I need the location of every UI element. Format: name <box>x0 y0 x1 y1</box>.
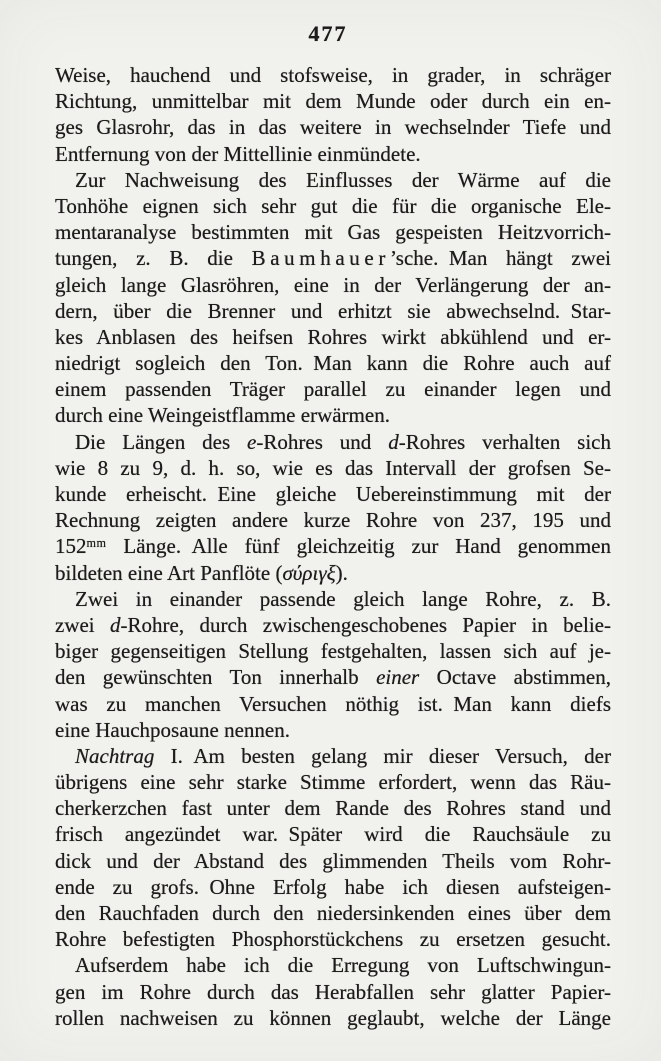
italic-text: d <box>110 612 121 637</box>
text-line <box>55 88 611 114</box>
text-segment: ). <box>335 560 348 585</box>
text-line <box>55 612 611 638</box>
text-line <box>55 350 611 376</box>
text-segment: gen im Rohre durch das Herabfallen sehr glatter Papier- <box>55 979 611 1004</box>
text-segment: -Rohres und <box>256 429 389 454</box>
text-line <box>55 533 611 559</box>
paragraph <box>55 62 611 167</box>
text-segment: übrigens eine sehr starke Stimme erfordert, wenn das Räu- <box>55 770 611 795</box>
text-line <box>55 638 611 664</box>
text-segment: Länge. Alle fünf gleichzeitig zur Hand genommen <box>106 534 611 559</box>
text-segment: niedrigt sogleich den Ton. Man kann die Rohre auch auf <box>55 351 611 376</box>
text-line <box>55 743 611 769</box>
text-line <box>55 664 611 690</box>
text-segment: ges Glasrohr, das in das weitere in wechselnder Tiefe und <box>55 115 611 140</box>
italic-text: einer <box>376 665 420 690</box>
text-line <box>55 979 611 1005</box>
text-segment: Rechnung zeigten andere kurze Rohre von 237, 195 und <box>55 508 611 533</box>
text-segment: kes Anblasen des heifsen Rohres wirkt abkühlend und er- <box>55 324 611 349</box>
text-line <box>55 769 611 795</box>
text-line <box>55 691 611 717</box>
text-segment: frisch angezündet war. Später wird die Rauchsäule zu <box>55 822 611 847</box>
text-segment: was zu manchen Versuchen nöthig ist. Man kann diefs <box>55 691 611 716</box>
text-segment: den Rauchfaden durch den niedersinkenden eines über dem <box>55 901 611 925</box>
text-segment: Rohre befestigten Phosphorstückchens zu ersetzen gesucht. <box>55 927 611 952</box>
text-segment: durch eine Weingeistflamme erwärmen. <box>55 403 390 428</box>
text-segment: ’sche. Man hängt zwei <box>389 246 611 271</box>
text-line <box>55 952 611 978</box>
text-segment: Entfernung von der Mittellinie einmündete. <box>55 141 421 166</box>
text-line <box>55 219 611 245</box>
text-line <box>55 926 611 952</box>
text-line <box>55 1005 611 1031</box>
paragraph <box>55 429 611 586</box>
text-line <box>55 507 611 533</box>
text-line <box>55 402 611 428</box>
text-segment: dern, über die Brenner und erhitzt sie abwechselnd. Star- <box>55 298 611 323</box>
text-line <box>55 455 611 481</box>
text-segment: Aufserdem habe ich die Erregung von Luftschwingun- <box>75 953 611 978</box>
text-segment: Tonhöhe eignen sich sehr gut die für die organische Ele- <box>55 193 611 218</box>
paragraph <box>55 743 611 953</box>
text-segment: mentaranalyse bestimmten mit Gas gespeisten Heitzvorrich- <box>55 220 611 245</box>
text-segment: gleich lange Glasröhren, eine in der Verlängerung der an- <box>55 272 611 297</box>
text-segment: -Rohres verhalten sich <box>398 429 611 454</box>
paragraph <box>55 952 611 1031</box>
text-segment: Richtung, unmittelbar mit dem Munde oder durch ein en- <box>55 89 611 114</box>
text-block <box>55 62 611 1031</box>
text-segment: I. Am besten gelang mir dieser Versuch, der <box>154 743 611 768</box>
text-segment: biger gegenseitigen Stellung festgehalten, lassen sich auf je- <box>55 639 611 664</box>
text-segment: wie 8 zu 9, d. h. so, wie es das Intervall der grofsen Se- <box>55 455 611 480</box>
text-segment: kunde erheischt. Eine gleiche Uebereinstimmung mit der <box>55 482 611 506</box>
text-line <box>55 62 611 88</box>
italic-text: e <box>247 429 257 454</box>
text-line <box>55 560 611 586</box>
italic-text: Nachtrag <box>75 743 155 768</box>
text-line <box>55 900 611 926</box>
text-line <box>55 586 611 612</box>
text-line <box>55 167 611 193</box>
text-line <box>55 481 611 507</box>
text-line <box>55 874 611 900</box>
text-line <box>55 141 611 167</box>
text-line <box>55 114 611 140</box>
text-line <box>55 272 611 298</box>
text-segment: zwei <box>55 612 111 637</box>
text-segment: Zwei in einander passende gleich lange Rohre, z. B. <box>75 586 611 611</box>
text-segment: -Rohre, durch zwischengeschobenes Papier in belie- <box>120 612 611 637</box>
text-line <box>55 717 611 743</box>
page-number: 477 <box>308 21 348 46</box>
text-line <box>55 821 611 847</box>
italic-text: σύριγξ <box>282 560 336 585</box>
text-segment: Octave abstimmen, <box>419 665 611 690</box>
text-segment: bildeten eine Art Panflöte ( <box>55 560 283 585</box>
text-segment: einem passenden Träger parallel zu einander legen und <box>55 377 611 402</box>
text-segment: dick und der Abstand des glimmenden Theils vom Rohr- <box>55 848 611 873</box>
text-line <box>55 429 611 455</box>
text-line <box>55 376 611 402</box>
text-line <box>55 848 611 874</box>
letterspaced-name: Baumhauer <box>251 246 390 271</box>
text-segment: Die Längen des <box>75 429 248 454</box>
paragraph <box>55 167 611 429</box>
text-segment: eine Hauchposaune nennen. <box>55 717 290 742</box>
text-line <box>55 193 611 219</box>
text-segment: Zur Nachweisung des Einflusses der Wärme auf die <box>75 167 611 192</box>
text-segment: tungen, z. B. die <box>55 246 252 271</box>
paragraph <box>55 586 611 743</box>
italic-text: d <box>388 429 399 454</box>
text-line <box>55 298 611 324</box>
text-line <box>55 245 611 271</box>
text-segment: ende zu grofs. Ohne Erfolg habe ich diesen aufsteigen- <box>55 874 611 899</box>
text-segment: Weise, hauchend und stofsweise, in grader, in schräger <box>55 63 611 87</box>
text-segment: rollen nachweisen zu können geglaubt, welche der Länge <box>55 1005 611 1030</box>
text-line <box>55 324 611 350</box>
text-segment: den gewünschten Ton innerhalb <box>55 665 377 690</box>
superscript-unit: mm <box>86 535 107 550</box>
text-segment: 152 <box>55 534 87 559</box>
text-line <box>55 795 611 821</box>
text-segment: cherkerzchen fast unter dem Rande des Rohres stand und <box>55 796 611 821</box>
